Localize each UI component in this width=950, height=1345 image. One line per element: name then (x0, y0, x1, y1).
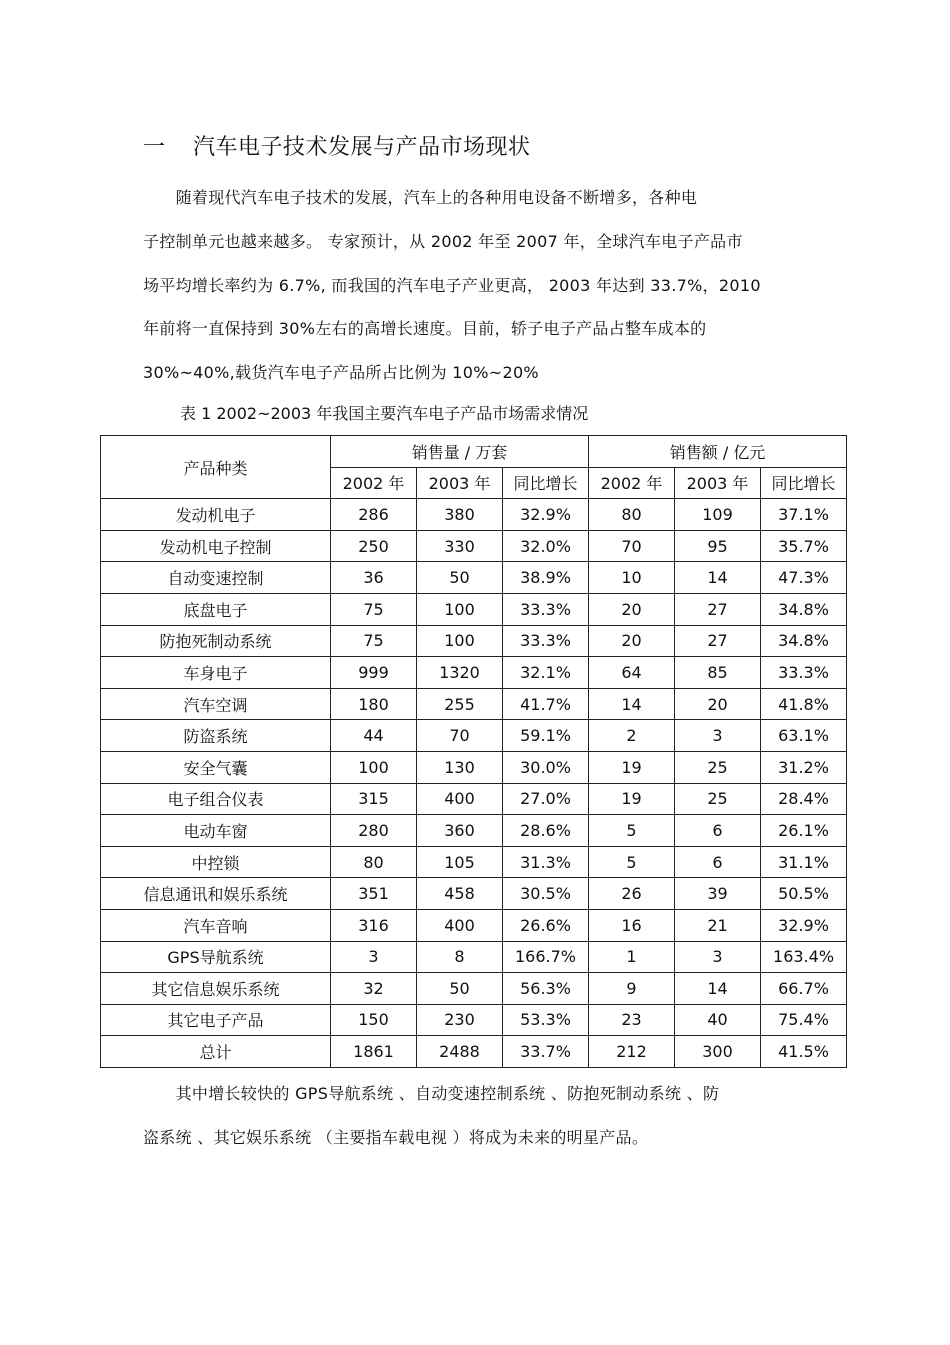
table-cell: 300 (675, 1036, 761, 1068)
table-cell: 37.1% (761, 499, 847, 531)
table-cell: 41.5% (761, 1036, 847, 1068)
table-cell: 39 (675, 878, 761, 910)
table-cell: 32.9% (503, 499, 589, 531)
table-cell: 109 (675, 499, 761, 531)
table-cell: 21 (675, 909, 761, 941)
table-cell: 14 (589, 688, 675, 720)
product-name-cell: 发动机电子 (101, 499, 331, 531)
table-cell: 3 (675, 941, 761, 973)
table-cell: 400 (417, 909, 503, 941)
table-cell: 35.7% (761, 530, 847, 562)
subheader-volume-2002: 2002 年 (331, 467, 417, 499)
table-cell: 31.2% (761, 751, 847, 783)
product-name-cell: 中控锁 (101, 846, 331, 878)
table-row (101, 562, 847, 594)
table-cell: 80 (589, 499, 675, 531)
table-row (101, 1004, 847, 1036)
outro-line: 盗系统 、其它娱乐系统 （主要指车载电视 ）将成为未来的明星产品。 (143, 1128, 649, 1147)
product-name-cell: 车身电子 (101, 657, 331, 689)
section-heading (143, 130, 531, 161)
table-cell: 26.6% (503, 909, 589, 941)
table-cell: 25 (675, 751, 761, 783)
table-cell: 16 (589, 909, 675, 941)
table-cell: 50 (417, 562, 503, 594)
subheader-amount-2003: 2003 年 (675, 467, 761, 499)
table-cell: 286 (331, 499, 417, 531)
table-cell: 330 (417, 530, 503, 562)
table-cell: 105 (417, 846, 503, 878)
table-cell: 1 (589, 941, 675, 973)
table-header-row (101, 436, 847, 468)
table-cell: 33.3% (503, 625, 589, 657)
table-cell: 36 (331, 562, 417, 594)
table-cell: 95 (675, 530, 761, 562)
table-cell: 50 (417, 973, 503, 1005)
table-cell: 14 (675, 973, 761, 1005)
product-name-cell: 其它电子产品 (101, 1004, 331, 1036)
product-name-cell: 安全气囊 (101, 751, 331, 783)
product-name-cell: 发动机电子控制 (101, 530, 331, 562)
table-cell: 6 (675, 815, 761, 847)
intro-line: 场平均增长率约为 6.7%, 而我国的汽车电子产业更高， 2003 年达到 33.7%，2010 (143, 276, 761, 295)
product-name-cell: 自动变速控制 (101, 562, 331, 594)
table-cell: 66.7% (761, 973, 847, 1005)
table-cell: 9 (589, 973, 675, 1005)
product-name-cell: 防抱死制动系统 (101, 625, 331, 657)
table-cell: 33.3% (761, 657, 847, 689)
table-cell: 1861 (331, 1036, 417, 1068)
product-name-cell: 电子组合仪表 (101, 783, 331, 815)
table-row (101, 941, 847, 973)
table-cell: 163.4% (761, 941, 847, 973)
table-cell: 19 (589, 751, 675, 783)
table-cell: 6 (675, 846, 761, 878)
table-cell: 280 (331, 815, 417, 847)
product-name-cell: 电动车窗 (101, 815, 331, 847)
table-cell: 41.7% (503, 688, 589, 720)
table-cell: 53.3% (503, 1004, 589, 1036)
table-cell: 40 (675, 1004, 761, 1036)
table-cell: 2 (589, 720, 675, 752)
table-cell: 212 (589, 1036, 675, 1068)
table-row (101, 625, 847, 657)
product-name-cell: 汽车音响 (101, 909, 331, 941)
table-cell: 23 (589, 1004, 675, 1036)
table-cell: 30.5% (503, 878, 589, 910)
intro-line: 30%~40%,载货汽车电子产品所占比例为 10%~20% (143, 363, 539, 382)
table-cell: 20 (589, 593, 675, 625)
table-cell: 100 (417, 625, 503, 657)
table-cell: 360 (417, 815, 503, 847)
table-cell: 28.4% (761, 783, 847, 815)
product-name-cell: GPS导航系统 (101, 941, 331, 973)
table-cell: 20 (589, 625, 675, 657)
table-cell: 230 (417, 1004, 503, 1036)
table-row (101, 909, 847, 941)
table-row (101, 688, 847, 720)
table-cell: 59.1% (503, 720, 589, 752)
table-cell: 75 (331, 593, 417, 625)
market-demand-table (100, 435, 847, 1068)
table-row (101, 499, 847, 531)
header-product-type: 产品种类 (101, 436, 331, 499)
table-cell: 63.1% (761, 720, 847, 752)
table-cell: 26 (589, 878, 675, 910)
table-row (101, 720, 847, 752)
table-cell: 5 (589, 846, 675, 878)
table-cell: 999 (331, 657, 417, 689)
table-cell: 34.8% (761, 593, 847, 625)
table-cell: 44 (331, 720, 417, 752)
subheader-volume-2003: 2003 年 (417, 467, 503, 499)
section-title: 汽车电子技术发展与产品市场现状 (193, 135, 531, 160)
table-cell: 10 (589, 562, 675, 594)
table-cell: 2488 (417, 1036, 503, 1068)
product-name-cell: 其它信息娱乐系统 (101, 973, 331, 1005)
subheader-amount-2002: 2002 年 (589, 467, 675, 499)
table-cell: 31.1% (761, 846, 847, 878)
table-cell: 14 (675, 562, 761, 594)
table-cell: 31.3% (503, 846, 589, 878)
table-cell: 166.7% (503, 941, 589, 973)
table-cell: 41.8% (761, 688, 847, 720)
table-cell: 30.0% (503, 751, 589, 783)
product-name-cell: 信息通讯和娱乐系统 (101, 878, 331, 910)
table-cell: 150 (331, 1004, 417, 1036)
table-cell: 3 (675, 720, 761, 752)
table-cell: 85 (675, 657, 761, 689)
table-cell: 100 (417, 593, 503, 625)
table-cell: 255 (417, 688, 503, 720)
header-sales-volume: 销售量 / 万套 (331, 436, 589, 468)
table-cell: 28.6% (503, 815, 589, 847)
table-cell: 130 (417, 751, 503, 783)
table-cell: 458 (417, 878, 503, 910)
intro-line: 子控制单元也越来越多。 专家预计，从 2002 年至 2007 年，全球汽车电子产品市 (143, 232, 743, 251)
table-cell: 56.3% (503, 973, 589, 1005)
subheader-volume-growth: 同比增长 (503, 467, 589, 499)
table-cell: 75 (331, 625, 417, 657)
table-row (101, 973, 847, 1005)
product-name-cell: 底盘电子 (101, 593, 331, 625)
subheader-amount-growth: 同比增长 (761, 467, 847, 499)
table-cell: 26.1% (761, 815, 847, 847)
table-cell: 3 (331, 941, 417, 973)
table-cell: 380 (417, 499, 503, 531)
outro-line: 其中增长较快的 GPS导航系统 、自动变速控制系统 、防抱死制动系统 、防 (143, 1084, 720, 1103)
section-number: 一 (143, 135, 166, 160)
product-name-cell: 防盗系统 (101, 720, 331, 752)
table-cell: 1320 (417, 657, 503, 689)
table-row (101, 783, 847, 815)
table-row (101, 1036, 847, 1068)
table-cell: 316 (331, 909, 417, 941)
table-cell: 75.4% (761, 1004, 847, 1036)
table-row (101, 751, 847, 783)
table-cell: 80 (331, 846, 417, 878)
table-cell: 32 (331, 973, 417, 1005)
table-cell: 27 (675, 593, 761, 625)
table-cell: 180 (331, 688, 417, 720)
table-cell: 70 (589, 530, 675, 562)
table-cell: 50.5% (761, 878, 847, 910)
table-cell: 38.9% (503, 562, 589, 594)
table-cell: 33.3% (503, 593, 589, 625)
table-cell: 8 (417, 941, 503, 973)
table-cell: 19 (589, 783, 675, 815)
product-name-cell: 总计 (101, 1036, 331, 1068)
product-name-cell: 汽车空调 (101, 688, 331, 720)
table-caption: 表 1 2002~2003 年我国主要汽车电子产品市场需求情况 (180, 404, 589, 423)
intro-line: 随着现代汽车电子技术的发展，汽车上的各种用电设备不断增多，各种电 (143, 188, 698, 207)
table-cell: 47.3% (761, 562, 847, 594)
table-cell: 5 (589, 815, 675, 847)
table-cell: 20 (675, 688, 761, 720)
table-cell: 250 (331, 530, 417, 562)
table-row (101, 878, 847, 910)
table-cell: 25 (675, 783, 761, 815)
table-cell: 100 (331, 751, 417, 783)
table-cell: 64 (589, 657, 675, 689)
table-row (101, 593, 847, 625)
header-sales-amount: 销售额 / 亿元 (589, 436, 847, 468)
table-cell: 27 (675, 625, 761, 657)
table-cell: 32.1% (503, 657, 589, 689)
table-cell: 33.7% (503, 1036, 589, 1068)
table-cell: 32.0% (503, 530, 589, 562)
table-row (101, 815, 847, 847)
table-body (101, 499, 847, 1068)
table-cell: 70 (417, 720, 503, 752)
table-cell: 351 (331, 878, 417, 910)
table-cell: 34.8% (761, 625, 847, 657)
table-cell: 400 (417, 783, 503, 815)
table-cell: 27.0% (503, 783, 589, 815)
table-row (101, 846, 847, 878)
intro-line: 年前将一直保持到 30%左右的高增长速度。目前，轿子电子产品占整车成本的 (143, 319, 707, 338)
table-cell: 315 (331, 783, 417, 815)
table-cell: 32.9% (761, 909, 847, 941)
table-row (101, 657, 847, 689)
table-row (101, 530, 847, 562)
